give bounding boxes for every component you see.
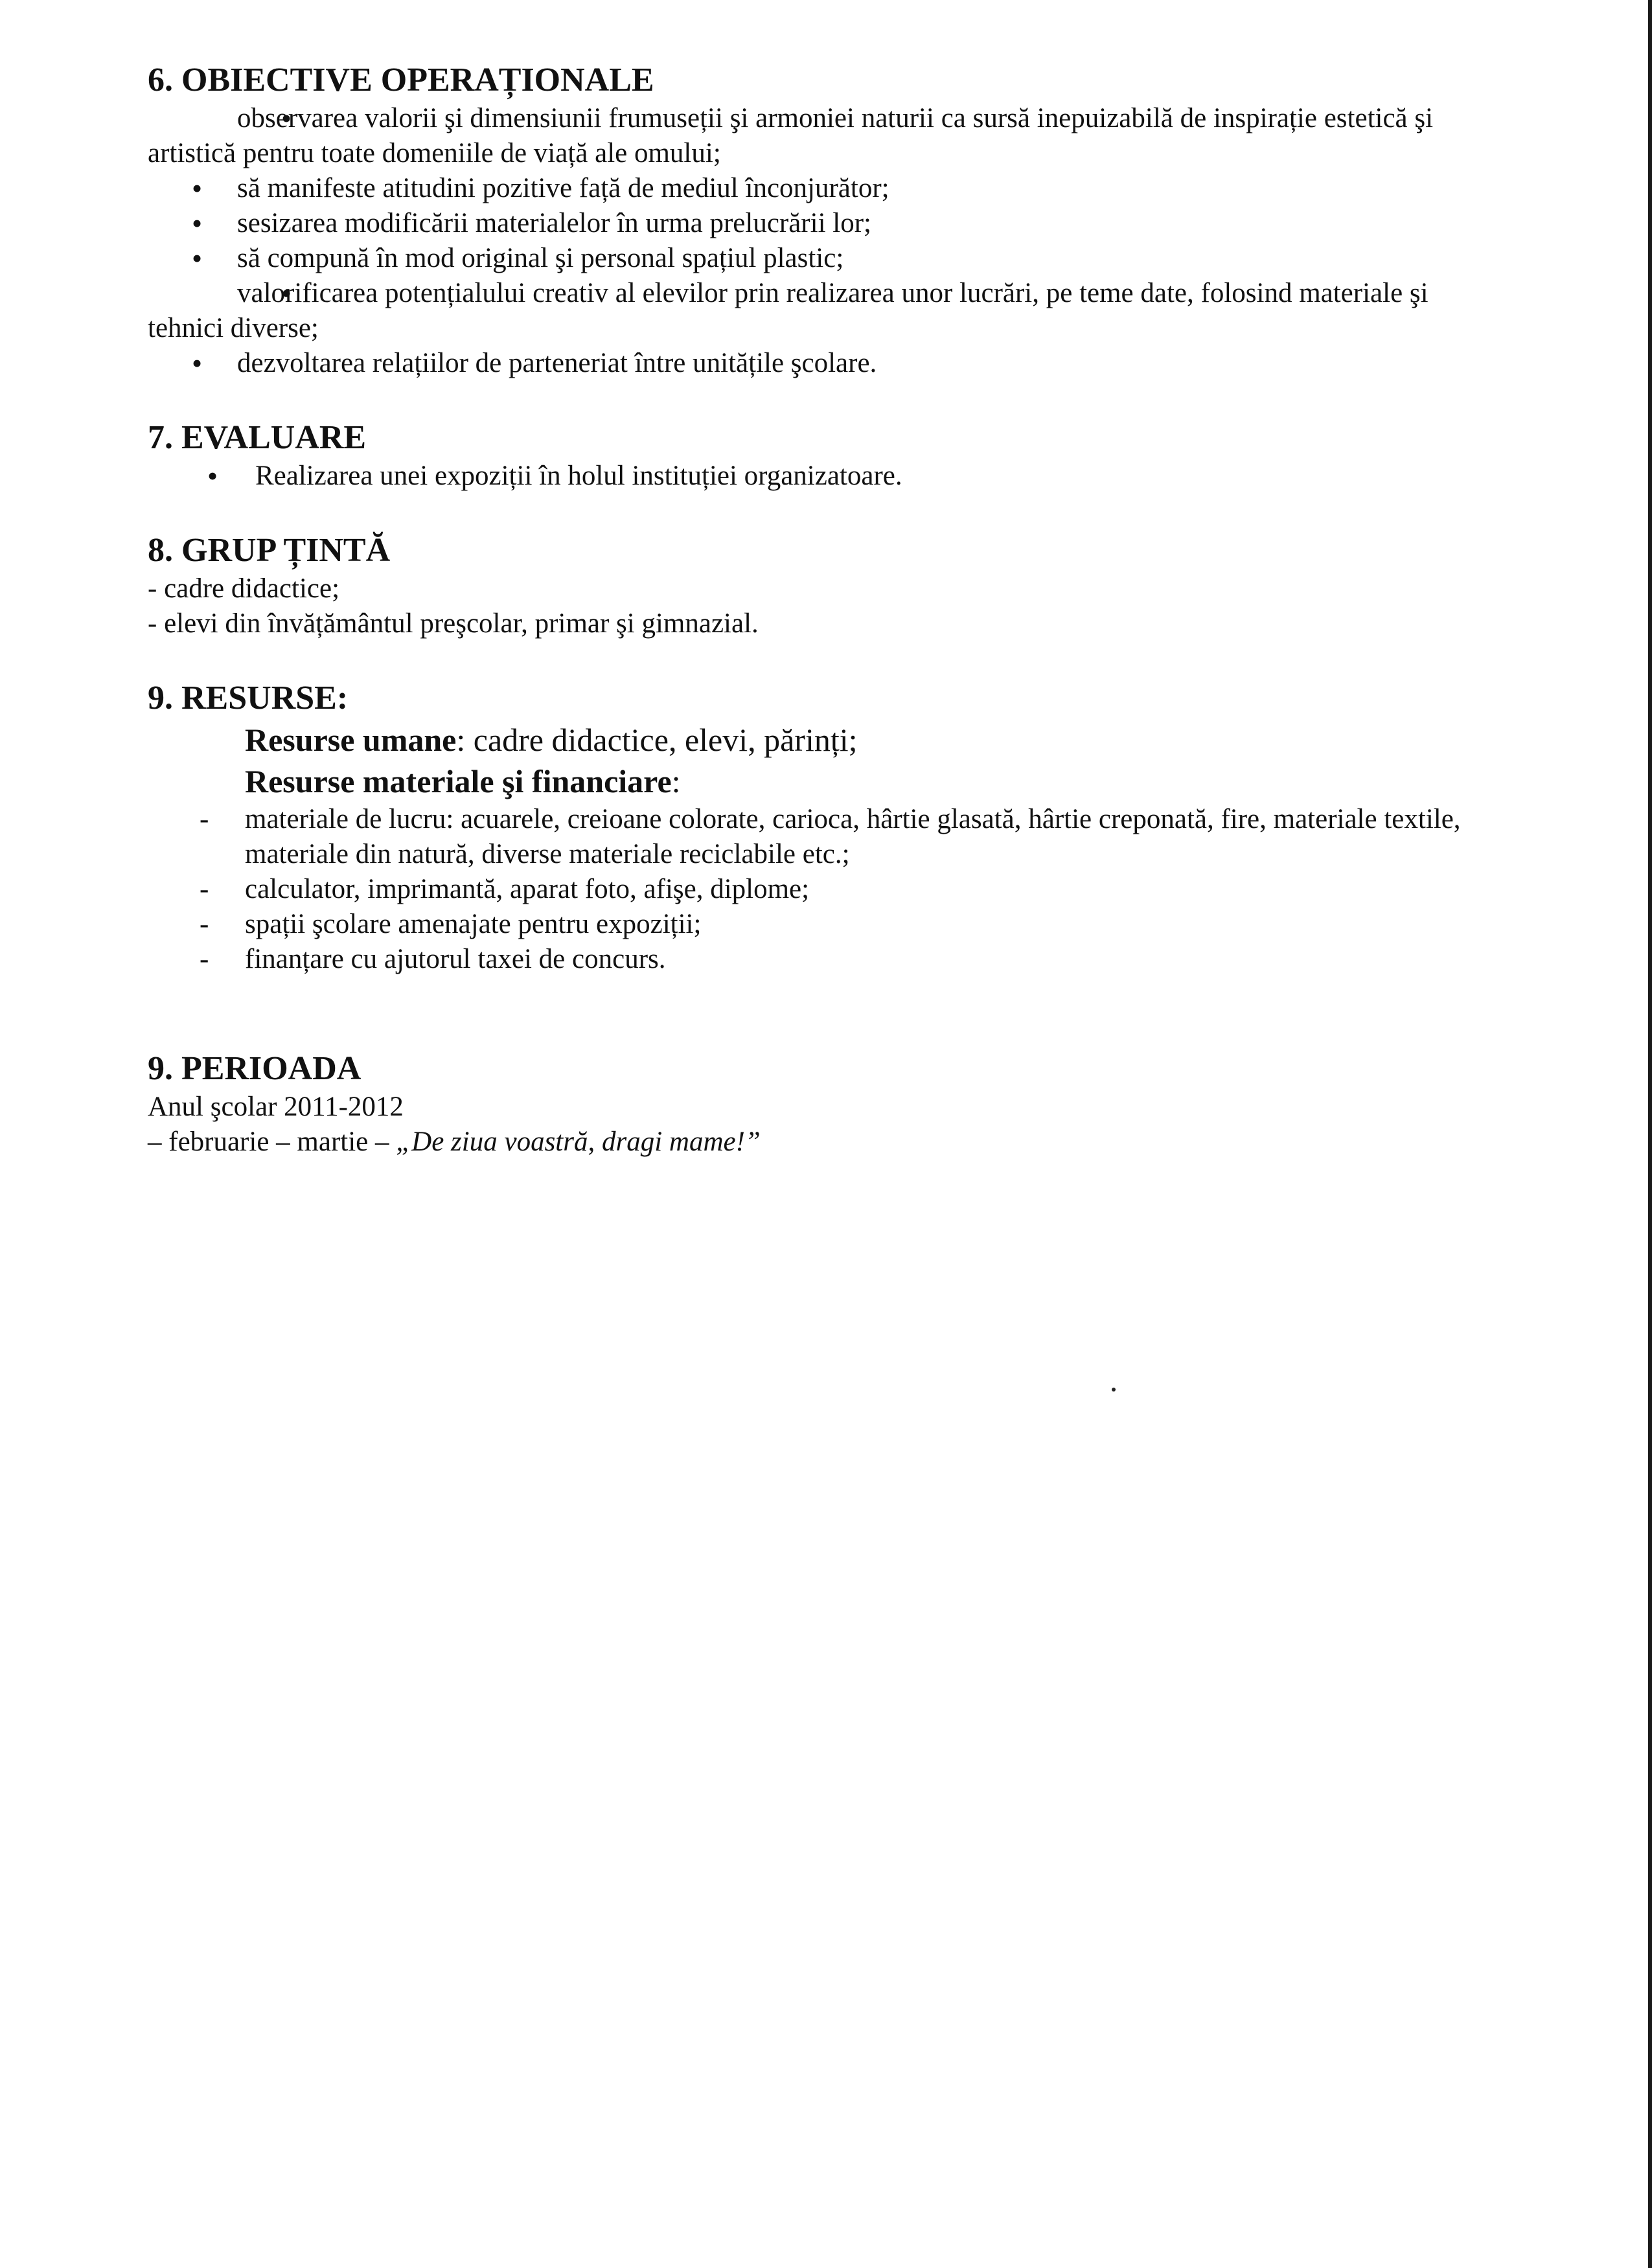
section-heading-objectives: 6. OBIECTIVE OPERAȚIONALE xyxy=(148,62,654,98)
resources-list xyxy=(148,802,1482,977)
scan-speck xyxy=(1112,1388,1116,1392)
school-year-line: Anul şcolar 2011-2012 xyxy=(148,1092,404,1122)
section-target-group xyxy=(148,530,1482,641)
period-line xyxy=(148,1125,1482,1160)
period-months: – februarie – martie – xyxy=(148,1127,396,1157)
objectives-list xyxy=(148,101,1482,381)
section-resources xyxy=(148,678,1482,977)
list-item: • să manifeste atitudini pozitive față de mediul înconjurător; xyxy=(148,171,1482,206)
list-item: • observarea valorii şi dimensiunii frumuseții şi armoniei naturii ca sursă inepuizabilă de inspirație estetică şi artistică pentru toate domeniile de viață ale omului; xyxy=(148,101,1482,171)
list-item: - spații şcolare amenajate pentru expoziții; xyxy=(148,907,1482,942)
list-item: • dezvoltarea relațiilor de parteneriat între unitățile şcolare. xyxy=(148,346,1482,381)
period-event-title: „De ziua voastră, dragi mame!” xyxy=(396,1127,761,1157)
list-item: - calculator, imprimantă, aparat foto, afişe, diplome; xyxy=(148,872,1482,907)
list-item: • Realizarea unei expoziții în holul instituției organizatoare. xyxy=(148,459,1482,494)
list-item: - finanțare cu ajutorul taxei de concurs. xyxy=(148,942,1482,977)
list-item: • valorificarea potențialului creativ al elevilor prin realizarea unor lucrări, pe teme date, folosind materiale şi tehnici diverse; xyxy=(148,276,1482,346)
section-evaluation xyxy=(148,417,1482,494)
human-resources-line xyxy=(245,719,1482,761)
human-resources-label: Resurse umane xyxy=(245,722,457,758)
section-objectives xyxy=(148,60,1482,381)
section-heading-target-group: 8. GRUP ȚINTĂ xyxy=(148,532,391,569)
material-resources-line xyxy=(245,761,1482,802)
evaluation-list xyxy=(148,459,1482,494)
list-item: - materiale de lucru: acuarele, creioane colorate, carioca, hârtie glasată, hârtie creponată, fire, materiale textile, materiale din natură, diverse materiale reciclabile etc.; xyxy=(148,802,1482,872)
scan-edge-shadow xyxy=(1648,0,1652,2268)
list-item: • sesizarea modificării materialelor în urma prelucrării lor; xyxy=(148,206,1482,241)
section-period xyxy=(148,1048,1482,1160)
human-resources-text: : cadre didactice, elevi, părinți; xyxy=(456,722,858,758)
target-group-line: - elevi din învățământul preşcolar, primar şi gimnazial. xyxy=(148,608,759,639)
section-heading-period: 9. PERIOADA xyxy=(148,1050,361,1087)
material-resources-suffix: : xyxy=(671,763,681,799)
section-heading-evaluation: 7. EVALUARE xyxy=(148,419,367,456)
material-resources-label: Resurse materiale şi financiare xyxy=(245,763,672,799)
list-item: • să compună în mod original şi personal spațiul plastic; xyxy=(148,241,1482,276)
target-group-line: - cadre didactice; xyxy=(148,573,340,604)
section-heading-resources: 9. RESURSE: xyxy=(148,680,349,716)
document-body xyxy=(148,60,1482,1196)
